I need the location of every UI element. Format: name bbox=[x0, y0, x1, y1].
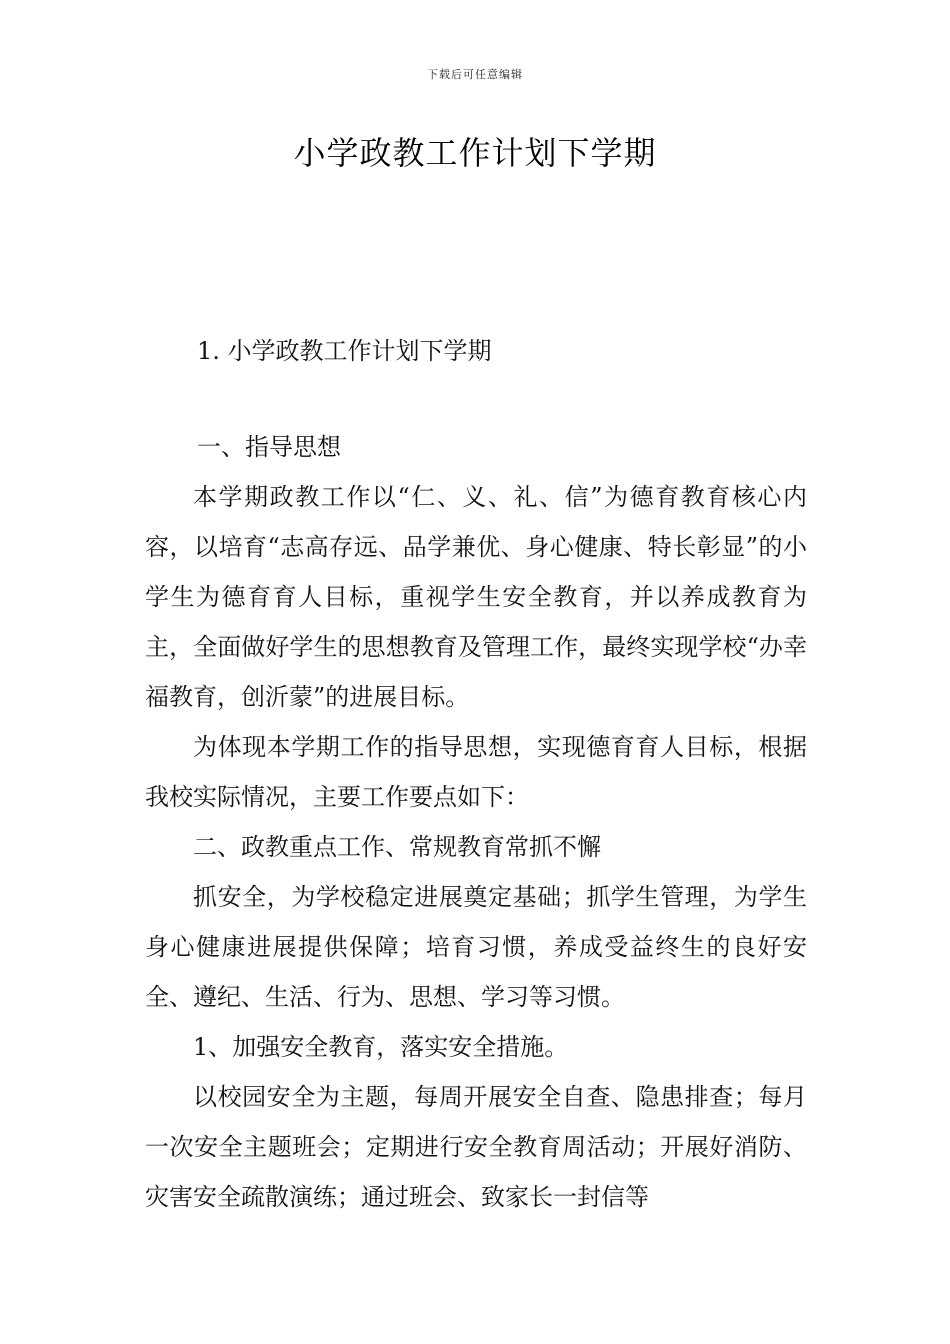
header-note: 下载后可任意编辑 bbox=[427, 68, 523, 81]
section-heading-guiding-thought: 一、指导思想 bbox=[197, 433, 341, 461]
paragraph: 以校园安全为主题，每周开展安全自查、隐患排查；每月一次安全主题班会；定期进行安全教育周活动；开展好消防、灾害安全疏散演练；通过班会、致家长一封信等 bbox=[145, 1083, 807, 1211]
paragraph: 为体现本学期工作的指导思想，实现德育育人目标，根据我校实际情况，主要工作要点如下： bbox=[145, 733, 807, 811]
document-title: 小学政教工作计划下学期 bbox=[293, 134, 657, 172]
document-subheading: 1. 小学政教工作计划下学期 bbox=[197, 337, 492, 365]
paragraph: 本学期政教工作以“仁、义、礼、信”为德育教育核心内容，以培育“志高存远、品学兼优、身心健康、特长彰显”的小学生为德育育人目标，重视学生安全教育，并以养成教育为主，全面做好学生的思想教育及管理工作，最终实现学校“办幸福教育，创沂蒙”的进展目标。 bbox=[145, 483, 807, 711]
document-body bbox=[145, 472, 807, 1222]
subsection-heading-safety: 1、加强安全教育，落实安全措施。 bbox=[193, 1033, 569, 1061]
section-heading-key-work: 二、政教重点工作、常规教育常抓不懈 bbox=[193, 833, 601, 861]
paragraph: 抓安全，为学校稳定进展奠定基础；抓学生管理，为学生身心健康进展提供保障；培育习惯，养成受益终生的良好安全、遵纪、生活、行为、思想、学习等习惯。 bbox=[145, 883, 807, 1011]
